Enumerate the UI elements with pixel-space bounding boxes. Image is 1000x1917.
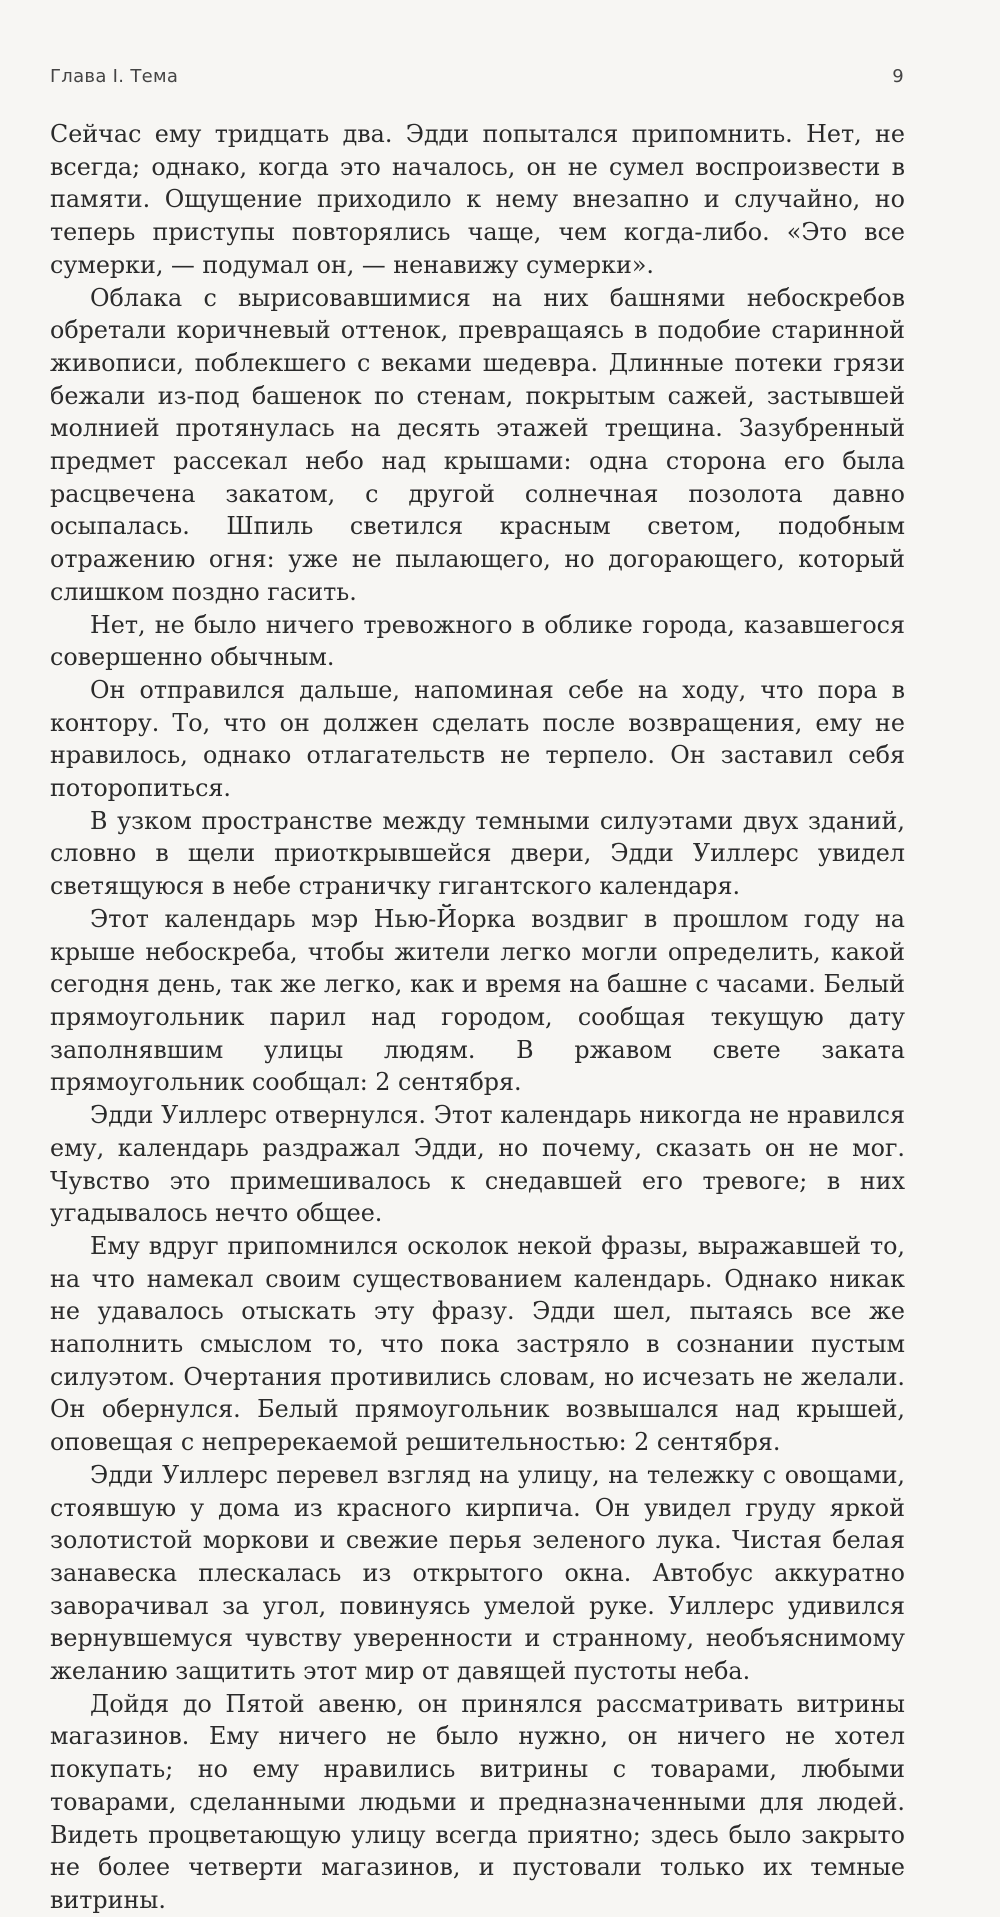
paragraph: Ему вдруг припомнился осколок некой фразы, выражавшей то, на что намекал своим существованием календарь. Однако никак не удавалось отыскать эту фразу. Эдди шел, пытаясь все же наполнить смыслом то, что пока застряло в сознании пустым силуэтом. Очертания противились словам, но исчезать не желали. Он обернулся. Белый прямоугольник возвышался над крышей, оповещая с непререкаемой решительностью: 2 сентября. [50,1231,905,1457]
paragraph: Облака с вырисовавшимися на них башнями небоскребов обретали коричневый оттенок, превращаясь в подобие старинной живописи, поблекшего с веками шедевра. Длинные потеки грязи бежали из-под башенок по стенам, покрытым сажей, застывшей молнией протянулась на десять этажей трещина. Зазубренный предмет рассекал небо над крышами: одна сторона его была расцвечена закатом, с другой солнечная позолота давно осыпалась. Шпиль светился красным светом, подобным отражению огня: уже не пылающего, но догорающего, который слишком поздно гасить. [50,283,905,606]
paragraph: Сейчас ему тридцать два. Эдди попытался припомнить. Нет, не всегда; однако, когда это началось, он не сумел воспроизвести в памяти. Ощущение приходило к нему внезапно и случайно, но теперь приступы повторялись чаще, чем когда-либо. «Это все сумерки, — подумал он, — ненавижу сумерки». [50,120,905,279]
page-number: 9 [892,66,904,87]
paragraph: Эдди Уиллерс отвернулся. Этот календарь никогда не нравился ему, календарь раздражал Эдди, но почему, сказать он не мог. Чувство это примешивалось к снедавшей его тревоге; в них угадывалось нечто общее. [50,1101,905,1228]
chapter-title: Глава I. Тема [50,66,179,87]
paragraph: Он отправился дальше, напоминая себе на ходу, что пора в контору. То, что он должен сделать после возвращения, ему не нравилось, однако отлагательств не терпело. Он заставил себя поторопиться. [50,675,905,803]
paragraph: Нет, не было ничего тревожного в облике города, казавшегося совершенно обычным. [50,610,905,672]
paragraph: В узком пространстве между темными силуэтами двух зданий, словно в щели приоткрывшейся двери, Эдди Уиллерс увидел светящуюся в небе страничку гигантского календаря. [50,806,905,901]
body-text [50,118,905,1917]
paragraph: Дойдя до Пятой авеню, он принялся рассматривать витрины магазинов. Ему ничего не было нужно, он ничего не хотел покупать; но ему нравились витрины с товарами, любыми товарами, сделанными людьми и предназначенными для людей. Видеть процветающую улицу всегда приятно; здесь было закрыто не более четверти магазинов, и пустовали только их темные витрины. [50,1689,905,1914]
paragraph: Этот календарь мэр Нью-Йорка воздвиг в прошлом году на крыше небоскреба, чтобы жители легко могли определить, какой сегодня день, так же легко, как и время на башне с часами. Белый прямоугольник парил над городом, сообщая текущую дату заполнявшим улицы людям. В ржавом свете заката прямоугольник сообщал: 2 сентября. [50,904,905,1097]
running-head [50,66,904,98]
paragraph: Эдди Уиллерс перевел взгляд на улицу, на тележку с овощами, стоявшую у дома из красного кирпича. Он увидел груду яркой золотистой моркови и свежие перья зеленого лука. Чистая белая занавеска плескалась из открытого окна. Автобус аккуратно заворачивал за угол, повинуясь умелой руке. Уиллерс удивился вернувшемуся чувству уверенности и странному, необъяснимому желанию защитить этот мир от давящей пустоты неба. [50,1460,905,1686]
